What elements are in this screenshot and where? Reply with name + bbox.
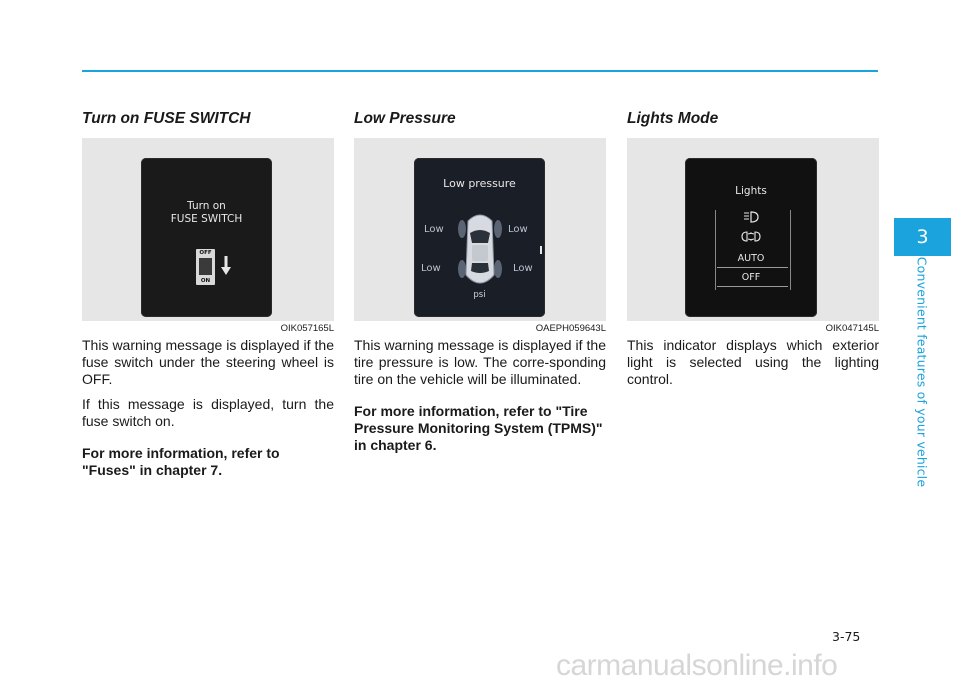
- tire-front-right-label: Low: [508, 224, 528, 235]
- top-rule: [82, 70, 878, 72]
- pressure-unit: psi: [473, 290, 486, 300]
- car-top-view-icon: [458, 211, 502, 289]
- chapter-tab: 3: [894, 218, 951, 256]
- page-number: 3-75: [832, 629, 861, 644]
- mode-off: OFF: [741, 272, 761, 283]
- scroll-indicator: [540, 246, 542, 254]
- figure-code: OIK057165L: [280, 323, 334, 334]
- cluster-screen: [141, 158, 272, 317]
- paragraph: This indicator displays which exterior light is selected using the lighting control.: [627, 337, 879, 387]
- paragraph: This warning message is displayed if the tire pressure is low. The corre-sponding tire on the vehicle will be illuminated.: [354, 337, 606, 387]
- parking-light-icon: [740, 230, 762, 243]
- down-arrow-icon: [221, 256, 231, 276]
- fuse-off-label: OFF: [199, 250, 212, 256]
- paragraph: This warning message is displayed if the fuse switch under the steering wheel is OFF.: [82, 337, 334, 387]
- screen-message: [141, 200, 272, 226]
- reference-note: For more information, refer to "Fuses" in chapter 7.: [82, 445, 280, 478]
- screen-title: Low pressure: [443, 177, 516, 190]
- figure-code: OIK047145L: [825, 323, 879, 334]
- section-title: Low Pressure: [354, 110, 456, 127]
- tire-rear-right-label: Low: [513, 263, 533, 274]
- fuse-on-label: ON: [200, 278, 211, 284]
- cluster-screen: [414, 158, 545, 317]
- tire-rear-left-label: Low: [421, 263, 441, 274]
- section-low-pressure: [354, 110, 606, 462]
- watermark: carmanualsonline.info: [556, 649, 838, 682]
- screen-line-2: FUSE SWITCH: [170, 213, 243, 225]
- fuse-switch-icon: [196, 249, 215, 285]
- fuse-knob: [199, 258, 212, 275]
- screen-line-1: Turn on: [187, 200, 226, 212]
- section-fuse-switch: [82, 110, 334, 487]
- mode-auto: AUTO: [737, 253, 765, 264]
- section-title: Turn on FUSE SWITCH: [82, 110, 251, 127]
- headlight-icon: [743, 211, 759, 223]
- section-lights-mode: [627, 110, 879, 396]
- figure-code: OAEPH059643L: [535, 323, 606, 334]
- figure-fuse-switch: [82, 138, 334, 321]
- section-title: Lights Mode: [627, 110, 719, 127]
- chapter-title: Convenient features of your vehicle: [914, 256, 930, 488]
- reference-note: For more information, refer to "Tire Pressure Monitoring System (TPMS)" in chapter 6.: [354, 403, 603, 453]
- cluster-screen: [685, 158, 817, 317]
- selection-line: [717, 267, 788, 268]
- tire-front-left-label: Low: [424, 224, 444, 235]
- figure-lights-mode: [627, 138, 879, 321]
- screen-title: Lights: [735, 185, 767, 197]
- paragraph: If this message is displayed, turn the fuse switch on.: [82, 396, 334, 429]
- selection-line: [717, 286, 788, 287]
- figure-low-pressure: [354, 138, 606, 321]
